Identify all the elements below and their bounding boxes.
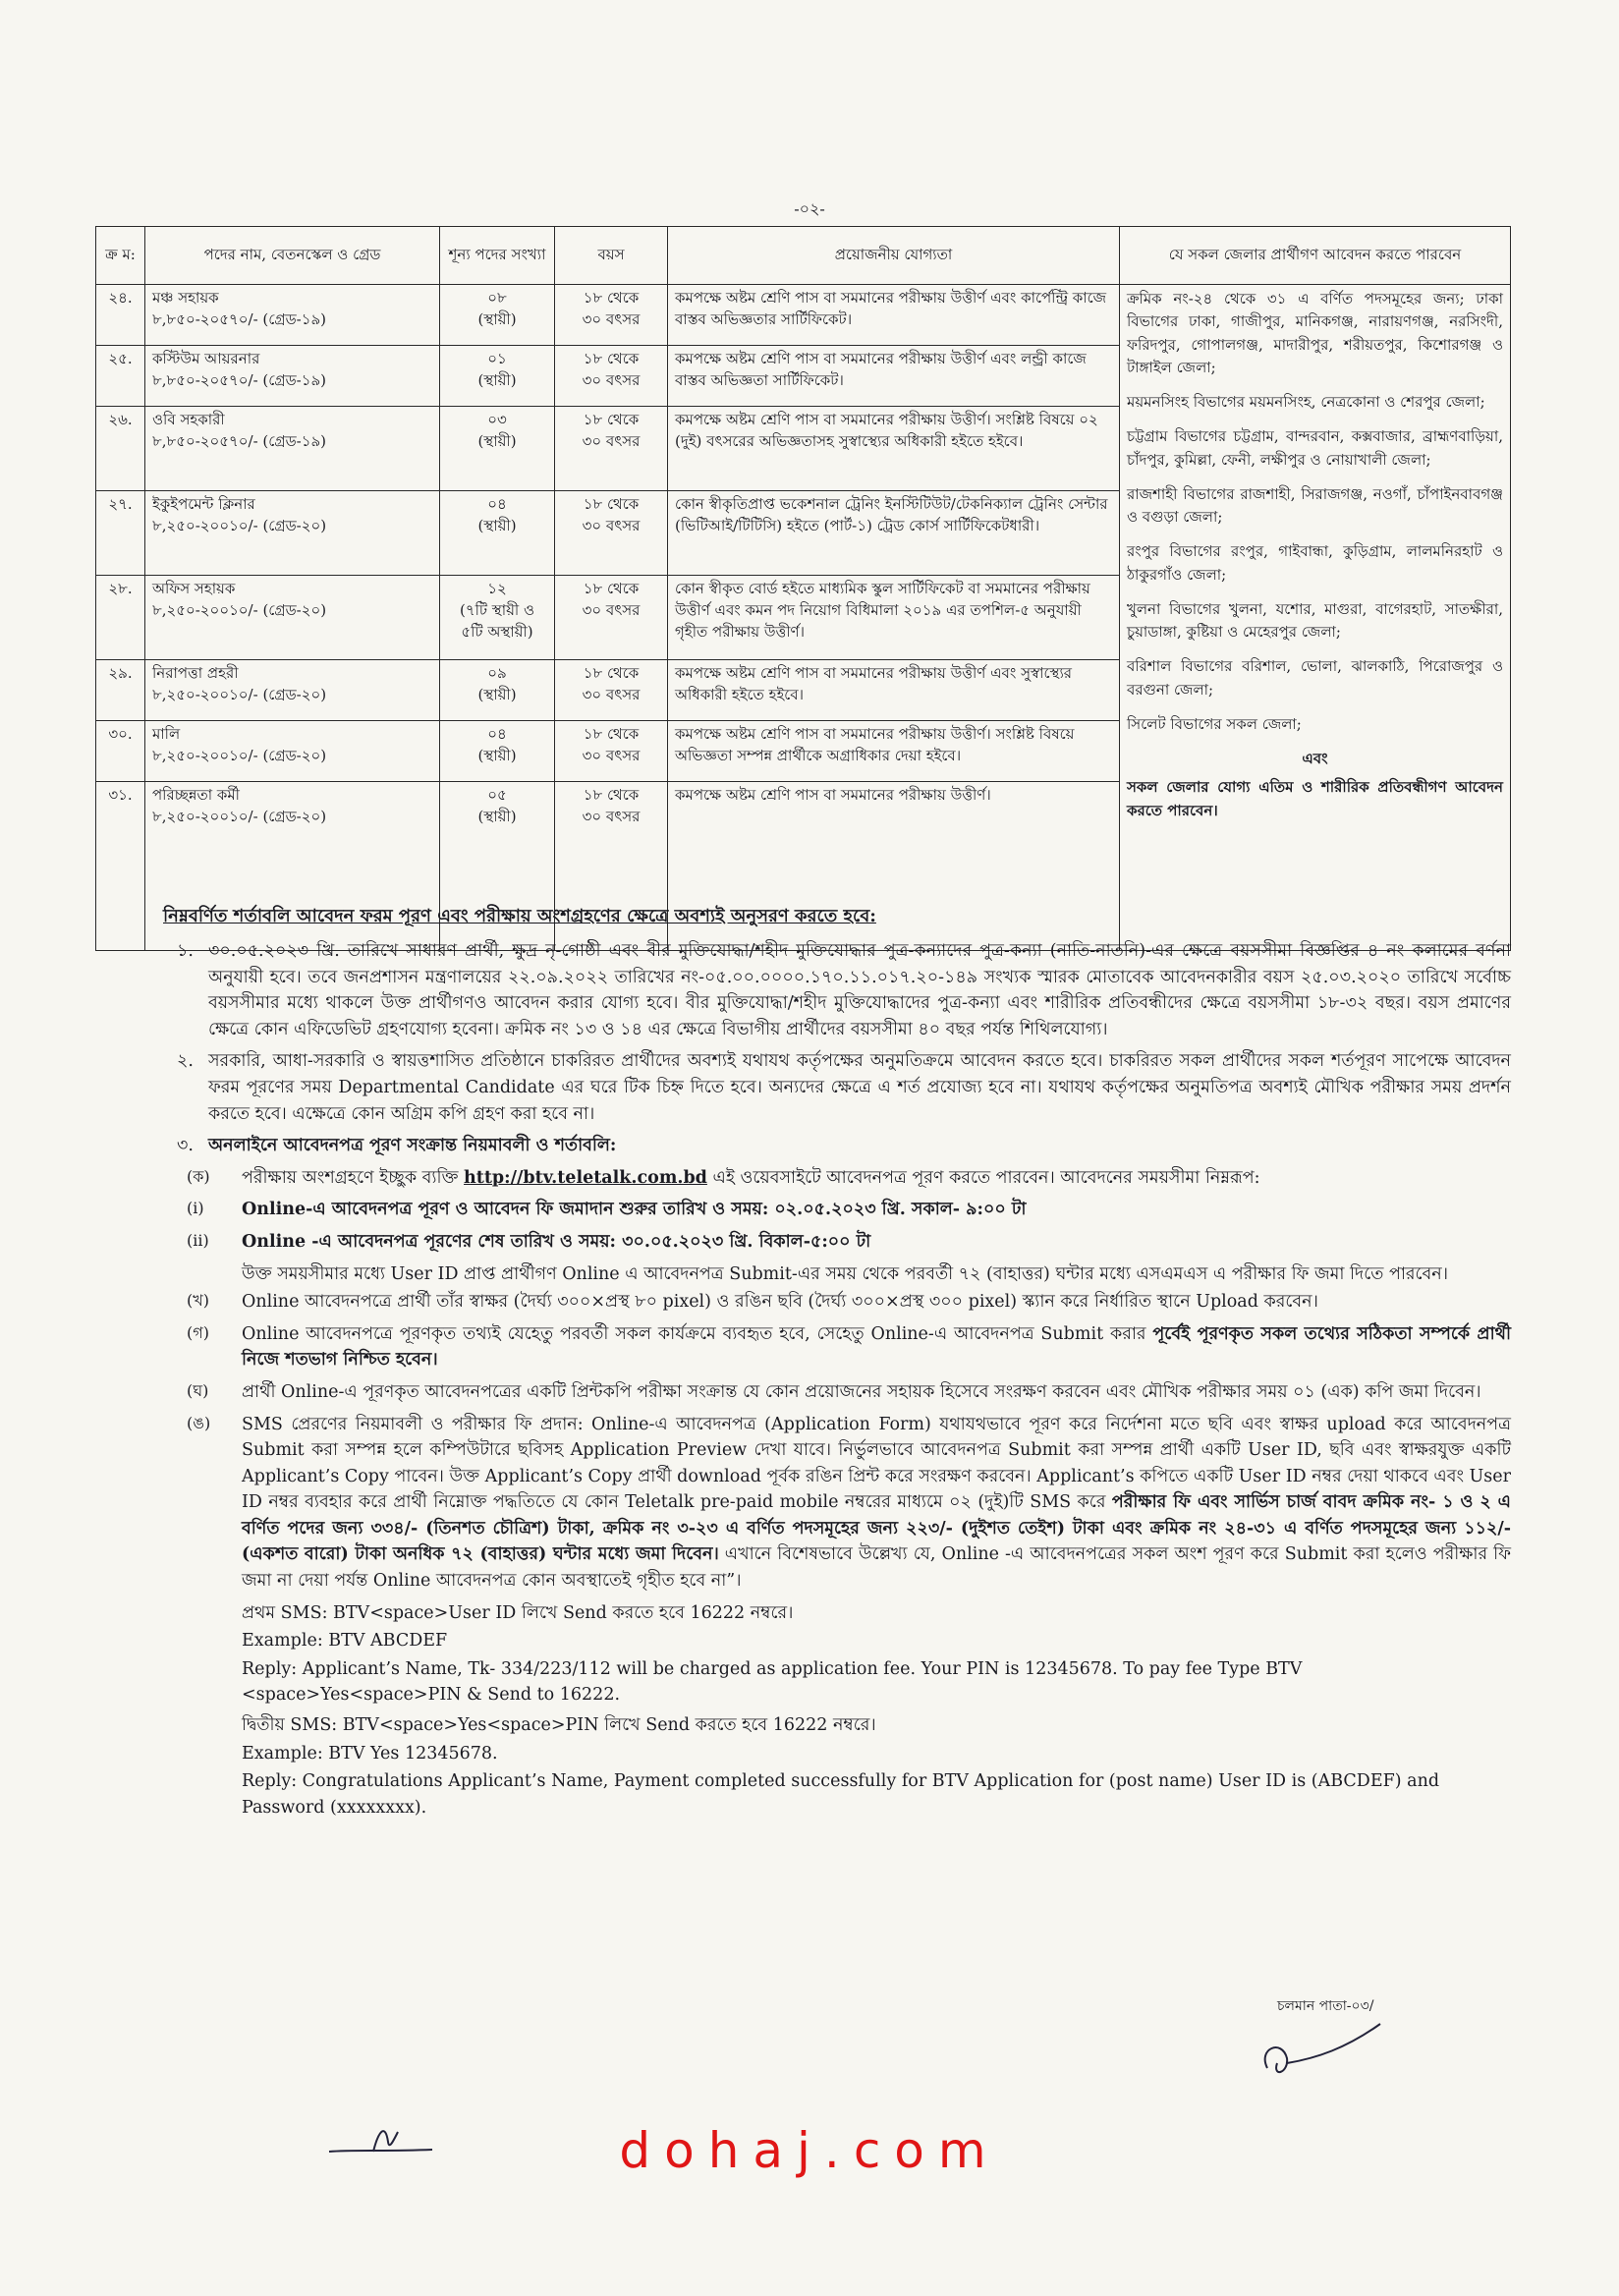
row-count — [440, 407, 555, 491]
sub-text: Online আবেদনপত্রে প্রার্থী তাঁর স্বাক্ষর (দৈর্ঘ্য ৩০০×প্রস্থ ৮০ pixel) ও রঙিন ছবি (দৈর্ঘ্য ৩০০×প্রস্থ ৩০০ pixel) স্ক্যান করে নির্ধারিত স্থানে Upload করবেন। — [242, 1292, 1318, 1313]
district-mymensingh: ময়মনসিংহ বিভাগের ময়মনসিংহ, নেত্রকোনা ও শেরপুর জেলা; — [1127, 393, 1485, 411]
age-from: ১৮ থেকে — [583, 664, 640, 682]
post-scale: ৮,২৫০-২০০১০/- (গ্রেড-২০) — [152, 516, 327, 534]
sub-gha — [157, 1379, 1511, 1406]
vacancy-type: (স্থায়ী) — [477, 685, 517, 703]
term-text: ৩০.০৫.২০২৩ খ্রি. তারিখে সাধারণ প্রার্থী, ক্ষুদ্র নৃ-গোষ্ঠী এবং বীর মুক্তিযোদ্ধা/শহীদ মুক্তিযোদ্ধার পুত্র-কন্যাদের পুত্র-কন্যা (নাতি-নাতনি)-এর ক্ষেত্রে বয়সসীমা বিজ্ঞপ্তির ৪ নং কলামের বর্ণনা অনুযায়ী হবে। তবে জনপ্রশাসন মন্ত্রণালয়ের ২২.০৯.২০২২ তারিখের নং-০৫.০০.০০০০.১৭০.১১.০১৭.২০-১৪৯ সংখ্যক স্মারক মোতাবেক আবেদনকারীর বয়স ২৫.০৩.২০২০ তারিখে সর্বোচ্চ বয়সসীমার মধ্যে থাকলে উক্ত প্রার্থীগণও আবেদন করার যোগ্য হবে। বীর মুক্তিযোদ্ধা/শহীদ মুক্তিযোদ্ধাদের পুত্র-কন্যা এবং শারীরিক প্রতিবন্ধীদের ক্ষেত্রে বয়সসীমা ১৮-৩২ বছর। বয়স প্রমাণের ক্ষেত্রে কোন এফিডেভিট গ্রহণযোগ্য হবেনা। ক্রমিক নং ১৩ ও ১৪ এর ক্ষেত্রে বিভাগীয় প্রার্থীদের বয়সসীমা ৪০ বছর পর্যন্ত শিথিলযোগ্য। — [208, 941, 1511, 1039]
term-text: সরকারি, আধা-সরকারি ও স্বায়ত্তশাসিত প্রতিষ্ঠানে চাকরিরত প্রার্থীদের অবশ্যই যথাযথ কর্তৃপক্ষের অনুমতিক্রমে আবেদন করতে হবে। চাকরিরত সকল প্রার্থীদের সকল শর্তপূরণ সাপেক্ষে আবেদন ফরম পূরণের সময় Departmental Candidate এর ঘরে টিক চিহ্ন দিতে হবে। অন্যদের ক্ষেত্রে এ শর্ত প্রযোজ্য হবে না। যথাযথ কর্তৃপক্ষের অনুমতিপত্র অবশ্যই মৌখিক পরীক্ষার সময় প্রদর্শন করতে হবে। এক্ষেত্রে কোন অগ্রিম কপি গ্রহণ করা হবে না। — [208, 1051, 1511, 1124]
vacancy-count: ০৩ — [487, 411, 507, 428]
row-qualification: কোন স্বীকৃতিপ্রাপ্ত ভকেশনাল ট্রেনিং ইনস্টিটিউট/টেকনিক্যাল ট্রেনিং সেন্টার (ভিটিআই/টিটিসি) হইতে (পার্ট-১) ট্রেড কোর্স সার্টিফিকেটধারী। — [668, 491, 1120, 576]
col-age: বয়স — [555, 227, 668, 285]
terms-section — [157, 938, 1511, 1822]
district-dhaka: ক্রমিক নং-২৪ থেকে ৩১ এ বর্ণিত পদসমূহের জন্য; ঢাকা বিভাগের ঢাকা, গাজীপুর, মানিকগঞ্জ, নারায়ণগঞ্জ, নরসিংদী, ফরিদপুর, গোপালগঞ্জ, মাদারীপুর, শরীয়তপুর, কিশোরগঞ্জ ও টাঙ্গাইল জেলা; — [1127, 290, 1503, 376]
post-scale: ৮,৮৫০-২০৫৭০/- (গ্রেড-১৯) — [152, 309, 327, 328]
age-from: ১৮ থেকে — [583, 411, 640, 428]
col-qualification: প্রয়োজনীয় যোগ্যতা — [668, 227, 1120, 285]
district-sylhet: সিলেট বিভাগের সকল জেলা; — [1127, 714, 1302, 733]
sub-text: প্রার্থী Online-এ পূরণকৃত আবেদনপত্রের একটি প্রিন্টকপি পরীক্ষা সংক্রান্ত যে কোন প্রয়োজনের সহায়ক হিসেবে সংরক্ষণ করবেন এবং মৌখিক পরীক্ষার সময় ০১ (এক) কপি জমা দিবেন। — [242, 1381, 1481, 1402]
age-from: ১৮ থেকে — [583, 289, 640, 307]
signature-mark — [1248, 2019, 1385, 2098]
row-serial: ২৫. — [96, 346, 145, 407]
vacancy-count: ০৪ — [487, 725, 507, 743]
row-serial: ২৮. — [96, 576, 145, 660]
vacancy-table — [95, 226, 1511, 951]
sub-marker: (ii) — [187, 1230, 209, 1250]
vacancy-type: (স্থায়ী) — [477, 431, 517, 450]
sub-marker: (গ) — [187, 1322, 209, 1342]
row-serial: ২৯. — [96, 660, 145, 721]
term-1 — [157, 938, 1511, 1042]
row-serial: ২৬. — [96, 407, 145, 491]
post-name: নিরাপত্তা প্রহরী — [152, 664, 239, 682]
district-rajshahi: রাজশাহী বিভাগের রাজশাহী, সিরাজগঞ্জ, নওগাঁ, চাঁপাইনবাবগঞ্জ ও বগুড়া জেলা; — [1127, 484, 1503, 526]
row-serial: ৩০. — [96, 721, 145, 782]
row-count — [440, 721, 555, 782]
age-from: ১৮ থেকে — [583, 786, 640, 804]
sub-marker: (খ) — [187, 1291, 209, 1311]
post-scale: ৮,২৫০-২০০১০/- (গ্রেড-২০) — [152, 685, 327, 703]
age-from: ১৮ থেকে — [583, 495, 640, 513]
term-3 — [157, 1133, 1511, 1159]
term-number: ২. — [177, 1051, 194, 1072]
row-qualification: কোন স্বীকৃত বোর্ড হইতে মাধ্যমিক স্কুল সার্টিফিকেট বা সমমানের পরীক্ষায় উত্তীর্ণ এবং কমন পদ নিয়োগ বিধিমালা ২০১৯ এর তপশিল-৫ অনুযায়ী গৃহীত পরীক্ষায় উত্তীর্ণ। — [668, 576, 1120, 660]
row-qualification: কমপক্ষে অষ্টম শ্রেণি পাস বা সমমানের পরীক্ষায় উত্তীর্ণ। — [668, 782, 1120, 951]
row-serial: ৩১. — [96, 782, 145, 951]
row-age — [555, 407, 668, 491]
row-count — [440, 660, 555, 721]
row-age — [555, 576, 668, 660]
district-khulna: খুলনা বিভাগের খুলনা, যশোর, মাগুরা, বাগেরহাট, সাতক্ষীরা, চুয়াডাঙ্গা, কুষ্টিয়া ও মেহেরপুর জেলা; — [1127, 599, 1503, 641]
vacancy-count: ০৫ — [487, 786, 507, 804]
vacancy-type: (স্থায়ী) — [477, 746, 517, 764]
row-post — [145, 285, 440, 346]
age-from: ১৮ থেকে — [583, 580, 640, 597]
sub-i — [157, 1197, 1511, 1223]
vacancy-count: ১২ — [487, 580, 507, 597]
continued-note: চলমান পাতা-০৩/ — [1277, 1998, 1374, 2014]
vacancy-type: (স্থায়ী) — [477, 807, 517, 825]
age-from: ১৮ থেকে — [583, 350, 640, 367]
term-title: অনলাইনে আবেদনপত্র পূরণ সংক্রান্ত নিয়মাবলী ও শর্তাবলি: — [208, 1136, 617, 1156]
term-number: ১. — [177, 941, 194, 961]
row-count — [440, 491, 555, 576]
age-to: ৩০ বৎসর — [582, 309, 641, 328]
row-qualification: কমপক্ষে অষ্টম শ্রেণি পাস বা সমমানের পরীক্ষায় উত্তীর্ণ। সংশ্লিষ্ট বিষয়ে অভিজ্ঞতা সম্পন্ন প্রার্থীকে অগ্রাধিকার দেয়া হইবে। — [668, 721, 1120, 782]
district-list — [1120, 285, 1511, 951]
row-count — [440, 285, 555, 346]
end-date-text: Online -এ আবেদনপত্র পূরণের শেষ তারিখ ও সময়: ৩০.০৫.২০২৩ খ্রি. বিকাল-৫:০০ টা — [242, 1231, 871, 1252]
term-2 — [157, 1048, 1511, 1127]
sms-second: দ্বিতীয় SMS: BTV<space>Yes<space>PIN লিখে Send করতে হবে 16222 নম্বরে। — [242, 1715, 876, 1736]
fee-deadline-note: উক্ত সময়সীমার মধ্যে User ID প্রাপ্ত প্রার্থীগণ Online এ আবেদনপত্র Submit-এর সময় থেকে পরবর্তী ৭২ (বাহাত্তর) ঘন্টার মধ্যে এসএমএস এ পরীক্ষার ফি জমা দিতে পারবেন। — [242, 1263, 1448, 1284]
sms-second-example: Example: BTV Yes 12345678. — [242, 1743, 498, 1764]
table-header-row — [96, 227, 1511, 285]
row-post — [145, 660, 440, 721]
vacancy-count: ০১ — [487, 350, 507, 367]
post-name: মঞ্চ সহায়ক — [152, 289, 219, 307]
col-vacancy: শূন্য পদের সংখ্যা — [440, 227, 555, 285]
age-to: ৩০ বৎসর — [582, 807, 641, 825]
term-number: ৩. — [177, 1136, 194, 1156]
row-qualification: কমপক্ষে অষ্টম শ্রেণি পাস বা সমমানের পরীক্ষায় উত্তীর্ণ এবং সুস্বাস্থ্যের অধিকারী হইতে হইবে। — [668, 660, 1120, 721]
row-age — [555, 491, 668, 576]
row-post — [145, 491, 440, 576]
row-age — [555, 285, 668, 346]
application-website-link[interactable]: http://btv.teletalk.com.bd — [464, 1167, 707, 1188]
sub-umo — [157, 1412, 1511, 1595]
sub-text-bold: পূর্বেই পূরণকৃত সকল তথ্যের সঠিকতা সম্পর্কে প্রার্থী নিজে শতভাগ নিশ্চিত হবেন। — [242, 1323, 1511, 1371]
row-age — [555, 721, 668, 782]
post-scale: ৮,২৫০-২০০১০/- (গ্রেড-২০) — [152, 807, 327, 825]
district-chattogram: চট্টগ্রাম বিভাগের চট্টগ্রাম, বান্দরবান, কক্সবাজার, ব্রাহ্মণবাড়িয়া, চাঁদপুর, কুমিল্লা, ফেনী, লক্ষীপুর ও নোয়াখালী জেলা; — [1127, 427, 1503, 469]
terms-heading: নিম্নবর্ণিত শর্তাবলি আবেদন ফরম পূরণ এবং পরীক্ষায় অংশগ্রহণের ক্ষেত্রে অবশ্যই অনুসরণ করতে হবে: — [163, 906, 876, 926]
sub-ga — [157, 1321, 1511, 1373]
post-scale: ৮,৮৫০-২০৫৭০/- (গ্রেড-১৯) — [152, 370, 327, 389]
post-name: পরিচ্ছন্নতা কর্মী — [152, 786, 240, 804]
watermark: dohaj.com — [619, 2122, 1000, 2179]
vacancy-count: ০৪ — [487, 495, 507, 513]
sub-ii — [157, 1229, 1511, 1256]
sms-second-reply: Reply: Congratulations Applicant’s Name, Payment completed successfully for BTV Application for (post name) User ID is (ABCDEF) and Password (xxxxxxxx). — [242, 1771, 1440, 1818]
sub-text: Online আবেদনপত্রে পূরণকৃত তথ্যই যেহেতু পরবর্তী সকল কার্যক্রমে ব্যবহৃত হবে, সেহেতু Online-এ আবেদনপত্র Submit করার — [242, 1323, 1146, 1344]
vacancy-count: ০৮ — [487, 289, 507, 307]
row-qualification: কমপক্ষে অষ্টম শ্রেণি পাস বা সমমানের পরীক্ষায় উত্তীর্ণ এবং লন্ড্রী কাজে বাস্তব অভিজ্ঞতা সার্টিফিকেট। — [668, 346, 1120, 407]
age-to: ৩০ বৎসর — [582, 685, 641, 703]
row-serial: ২৭. — [96, 491, 145, 576]
district-and: এবং — [1302, 750, 1328, 767]
sub-text: এখানে বিশেষভাবে উল্লেখ্য যে, Online -এ আবেদনপত্রের সকল অংশ পূরণ করে Submit করা হলেও পরীক্ষার ফি জমা না দেয়া পর্যন্ত Online আবেদনপত্র কোন অবস্থাতেই গৃহীত হবে না”। — [242, 1544, 1511, 1592]
row-serial: ২৪. — [96, 285, 145, 346]
post-scale: ৮,২৫০-২০০১০/- (গ্রেড-২০) — [152, 600, 327, 619]
col-post: পদের নাম, বেতনস্কেল ও গ্রেড — [145, 227, 440, 285]
row-post — [145, 346, 440, 407]
age-to: ৩০ বৎসর — [582, 516, 641, 534]
start-date-text: Online-এ আবেদনপত্র পূরণ ও আবেদন ফি জমাদান শুরুর তারিখ ও সময়: ০২.০৫.২০২৩ খ্রি. সকাল- ৯:০০ টা — [242, 1200, 1027, 1220]
page-number: -০২- — [794, 199, 825, 218]
sms-first-reply: Reply: Applicant’s Name, Tk- 334/223/112 will be charged as application fee. Your PIN is 12345678. To pay fee Type BTV <space>Yes<space>PIN & Send to 16222. — [242, 1658, 1303, 1706]
row-age — [555, 346, 668, 407]
age-to: ৩০ বৎসর — [582, 431, 641, 450]
fee-amounts-text: পরীক্ষার ফি এবং সার্ভিস চার্জ বাবদ ক্রমিক নং- ১ ও ২ এ বর্ণিত পদের জন্য ৩৩৪/- (তিনশত চৌত্রিশ) টাকা, ক্রমিক নং ৩-২৩ এ বর্ণিত পদসমূহের জন্য ২২৩/- (দুইশত তেইশ) টাকা এবং ক্রমিক নং ২৪-৩১ এ বর্ণিত পদসমূহের জন্য ১১২/- (একশত বারো) টাকা অনধিক ৭২ (বাহাত্তর) ঘন্টার মধ্যে জমা দিবেন। — [242, 1492, 1511, 1565]
sms-first: প্রথম SMS: BTV<space>User ID লিখে Send করতে হবে 16222 নম্বরে। — [242, 1602, 794, 1623]
district-barishal: বরিশাল বিভাগের বরিশাল, ভোলা, ঝালকাঠি, পিরোজপুর ও বরগুনা জেলা; — [1127, 657, 1503, 699]
row-post — [145, 576, 440, 660]
sub-marker: (ঙ) — [187, 1413, 211, 1432]
post-name: ইকুইপমেন্ট ক্লিনার — [152, 495, 255, 513]
post-name: কস্টিউম আয়রনার — [152, 350, 260, 367]
row-count — [440, 346, 555, 407]
district-rangpur: রংপুর বিভাগের রংপুর, গাইবান্ধা, কুড়িগ্রাম, লালমনিরহাট ও ঠাকুরগাঁও জেলা; — [1127, 542, 1503, 584]
vacancy-count: ০৯ — [487, 664, 507, 682]
vacancy-type: (স্থায়ী) — [477, 370, 517, 389]
sub-text: SMS প্রেরণের নিয়মাবলী ও পরীক্ষার ফি প্রদান: Online-এ আবেদনপত্র (Application Form) যথাযথভাবে পূরণ করে নির্দেশনা মতে ছবি এবং স্বাক্ষর upload করে আবেদনপত্র Submit করা সম্পন্ন হলে কম্পিউটারে ছবিসহ Application Preview দেখা যাবে। নির্ভুলভাবে আবেদনপত্র Submit করা সম্পন্ন প্রার্থী একটি User ID, ছবি এবং স্বাক্ষরযুক্ত একটি Applicant’s Copy পাবেন। উক্ত Applicant’s Copy প্রার্থী download পূর্বক রঙিন প্রিন্ট করে সংরক্ষণ করবেন। Applicant’s কপিতে একটি User ID নম্বর দেয়া থাকবে এবং User ID নম্বর ব্যবহার করে প্রার্থী নিম্নোক্ত পদ্ধতিতে যে কোন Teletalk pre-paid mobile নম্বরের মাধ্যমে ০২ (দুই)টি SMS করে — [242, 1414, 1511, 1513]
district-orphan-disabled: সকল জেলার যোগ্য এতিম ও শারীরিক প্রতিবন্ধীগণ আবেদন করতে পারবেন। — [1127, 778, 1503, 819]
vacancy-type: (স্থায়ী) — [477, 516, 517, 534]
vacancy-type: (স্থায়ী) — [477, 309, 517, 328]
age-to: ৩০ বৎসর — [582, 746, 641, 764]
table-row — [96, 285, 1511, 346]
col-serial: ক্র ম: — [96, 227, 145, 285]
age-to: ৩০ বৎসর — [582, 600, 641, 619]
row-qualification: কমপক্ষে অষ্টম শ্রেণি পাস বা সমমানের পরীক্ষায় উত্তীর্ণ এবং কার্পেন্ট্রি কাজে বাস্তব অভিজ্ঞতার সার্টিফিকেট। — [668, 285, 1120, 346]
row-post — [145, 721, 440, 782]
sub-marker: (ঘ) — [187, 1380, 209, 1400]
row-qualification: কমপক্ষে অষ্টম শ্রেণি পাস বা সমমানের পরীক্ষায় উত্তীর্ণ। সংশ্লিষ্ট বিষয়ে ০২ (দুই) বৎসরের অভিজ্ঞতাসহ সুস্বাস্থ্যের অধিকারী হইতে হইবে। — [668, 407, 1120, 491]
sub-text: এই ওয়েবসাইটে আবেদনপত্র পূরণ করতে পারবেন। আবেদনের সময়সীমা নিম্নরূপ: — [712, 1167, 1260, 1188]
sub-ka — [157, 1165, 1511, 1192]
age-from: ১৮ থেকে — [583, 725, 640, 743]
col-districts: যে সকল জেলার প্রার্থীগণ আবেদন করতে পারবেন — [1120, 227, 1511, 285]
vacancy-type: (৭টি স্থায়ী ও ৫টি অস্থায়ী) — [459, 600, 535, 641]
post-name: মালি — [152, 725, 181, 743]
row-age — [555, 660, 668, 721]
row-count — [440, 576, 555, 660]
row-post — [145, 407, 440, 491]
post-scale: ৮,৮৫০-২০৫৭০/- (গ্রেড-১৯) — [152, 431, 327, 450]
post-name: অফিস সহায়ক — [152, 580, 236, 597]
sub-marker: (i) — [187, 1199, 204, 1218]
age-to: ৩০ বৎসর — [582, 370, 641, 389]
sub-text: পরীক্ষায় অংশগ্রহণে ইচ্ছুক ব্যক্তি — [242, 1167, 459, 1188]
sub-kha — [157, 1289, 1511, 1316]
post-name: ওবি সহকারী — [152, 411, 225, 428]
post-scale: ৮,২৫০-২০০১০/- (গ্রেড-২০) — [152, 746, 327, 764]
sms-first-example: Example: BTV ABCDEF — [242, 1631, 448, 1652]
sub-marker: (ক) — [187, 1166, 210, 1186]
